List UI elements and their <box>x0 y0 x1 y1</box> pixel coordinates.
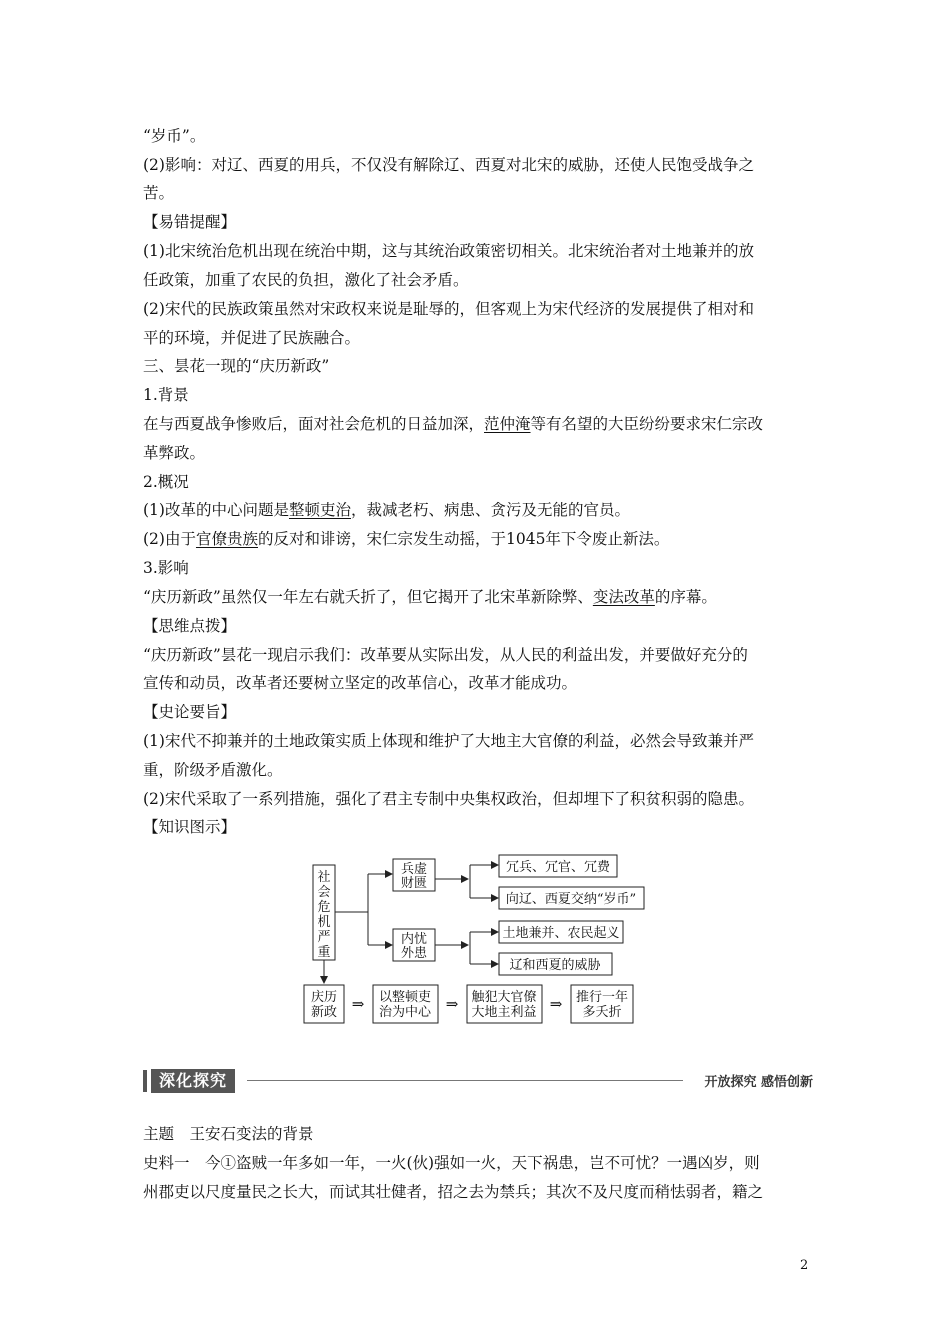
text-line: 任政策，加重了农民的负担，激化了社会矛盾。 <box>143 271 469 289</box>
section-rule <box>247 1080 683 1081</box>
diagram-bottom-text: 以整顿吏 <box>378 990 432 1005</box>
text-line: 1.背景 <box>143 386 189 404</box>
text-line: (2)宋代采取了一系列措施，强化了君主专制中央集权政治，但却埋下了积贫积弱的隐患。 <box>143 790 754 808</box>
underlined-answer: 整顿吏治 <box>288 501 351 519</box>
diagram-bottom-text: 推行一年 <box>575 990 629 1005</box>
double-arrow-icon: ⇒ <box>549 995 563 1013</box>
diagram-bottom-text: 多夭折 <box>582 1005 622 1020</box>
diagram-root-box <box>313 865 335 960</box>
diagram-root-char: 机 <box>317 915 331 930</box>
diagram-root-char: 会 <box>317 885 331 900</box>
text-line: “庆历新政”昙花一现启示我们：改革要从实际出发，从人民的利益出发，并要做好充分的 <box>143 646 748 664</box>
diagram-mid1-line: 兵虚 <box>400 862 428 877</box>
diagram-leaf-text: 冗兵、冗官、冗费 <box>505 860 611 875</box>
text-line: 平的环境，并促进了民族融合。 <box>143 329 361 347</box>
text-line: 3.影响 <box>143 559 189 577</box>
subheading-siwei: 【思维点拨】 <box>143 617 237 635</box>
diagram-bottom-box-3 <box>467 985 542 1023</box>
subheading-yicuo: 【易错提醒】 <box>143 213 237 231</box>
text-line: 宣传和动员，改革者还要树立坚定的改革信心，改革才能成功。 <box>143 674 578 692</box>
diagram-root-char: 重 <box>317 945 331 960</box>
text-line: 重，阶级矛盾激化。 <box>143 761 283 779</box>
text-line: (1)北宋统治危机出现在统治中期，这与其统治政策密切相关。北宋统治者对土地兼并的放 <box>143 242 754 260</box>
diagram-mid2-line: 内忧 <box>400 932 428 947</box>
diagram-mid-box-2 <box>393 929 435 961</box>
diagram-root-char: 社 <box>317 870 331 885</box>
diagram-bottom-box-2 <box>373 985 438 1023</box>
text-line: (1)改革的中心问题是整顿吏治，裁减老朽、病患、贪污及无能的官员。 <box>143 501 630 519</box>
topic-line: 主题 王安石变法的背景 <box>143 1125 314 1143</box>
section-mark <box>143 1070 147 1092</box>
subheading-zhishi: 【知识图示】 <box>143 818 237 836</box>
section-heading: 三、昙花一现的“庆历新政” <box>143 357 330 375</box>
diagram-mid1-line: 财匮 <box>400 876 428 891</box>
diagram-leaf-box <box>499 855 617 877</box>
diagram-bottom-box-1 <box>304 985 344 1023</box>
diagram-root-char: 严 <box>317 930 331 945</box>
text-line: (2)影响：对辽、西夏的用兵，不仅没有解除辽、西夏对北宋的威胁，还使人民饱受战争之 <box>143 156 754 174</box>
diagram-root-char: 危 <box>317 900 331 915</box>
section-banner <box>143 1068 813 1094</box>
diagram-bottom-text: 庆历 <box>310 990 338 1005</box>
section-tagline: 开放探究 感悟创新 <box>704 1075 813 1090</box>
diagram-leaf-text: 辽和西夏的威胁 <box>509 958 601 973</box>
text-line: (2)由于官僚贵族的反对和诽谤，宋仁宗发生动摇，于1045年下令废止新法。 <box>143 530 670 548</box>
underlined-answer: 范仲淹 <box>484 415 531 433</box>
diagram-bottom-text: 触犯大官僚 <box>471 990 537 1005</box>
double-arrow-icon: ⇒ <box>445 995 459 1013</box>
text-line: 州郡吏以尺度量民之长大，而试其壮健者，招之去为禁兵；其次不及尺度而稍怯弱者，籍之 <box>143 1183 764 1201</box>
diagram-bottom-text: 新政 <box>310 1005 338 1020</box>
text-line: (2)宋代的民族政策虽然对宋政权来说是耻辱的，但客观上为宋代经济的发展提供了相对和 <box>143 300 754 318</box>
diagram-mid-box-1 <box>393 859 435 891</box>
text-line: 2.概况 <box>143 473 189 491</box>
text-line: 在与西夏战争惨败后，面对社会危机的日益加深，范仲淹等有名望的大臣纷纷要求宋仁宗改 <box>143 415 764 433</box>
text-line: 革弊政。 <box>143 444 206 462</box>
diagram-bottom-text: 治为中心 <box>378 1005 432 1020</box>
section-title: 深化探究 <box>151 1069 235 1093</box>
diagram-mid2-line: 外患 <box>400 946 428 961</box>
text-line: (1)宋代不抑兼并的土地政策实质上体现和维护了大地主大官僚的利益，必然会导致兼并严 <box>143 732 754 750</box>
diagram-leaf-text: 土地兼并、农民起义 <box>502 926 620 941</box>
text-line: “庆历新政”虽然仅一年左右就夭折了，但它揭开了北宋革新除弊、变法改革的序幕。 <box>143 588 717 606</box>
double-arrow-icon: ⇒ <box>351 995 365 1013</box>
diagram-leaf-box <box>499 921 623 943</box>
diagram-leaf-box <box>499 953 612 975</box>
text-line: 苦。 <box>143 184 175 202</box>
underlined-answer: 变法改革 <box>592 588 655 606</box>
page-number: 2 <box>800 1258 809 1273</box>
underlined-answer: 官僚贵族 <box>195 530 258 548</box>
diagram-leaf-box <box>499 887 644 909</box>
diagram-bottom-box-4 <box>571 985 633 1023</box>
diagram-bottom-text: 大地主利益 <box>471 1005 537 1020</box>
subheading-shilun: 【史论要旨】 <box>143 703 237 721</box>
text-line: 史料一 今①盗贼一年多如一年，一火(伙)强如一火，天下祸患，岂不可忧？一遇凶岁，则 <box>143 1154 760 1172</box>
text-line: “岁币”。 <box>143 127 206 145</box>
diagram-leaf-text: 向辽、西夏交纳“岁币” <box>505 892 637 907</box>
